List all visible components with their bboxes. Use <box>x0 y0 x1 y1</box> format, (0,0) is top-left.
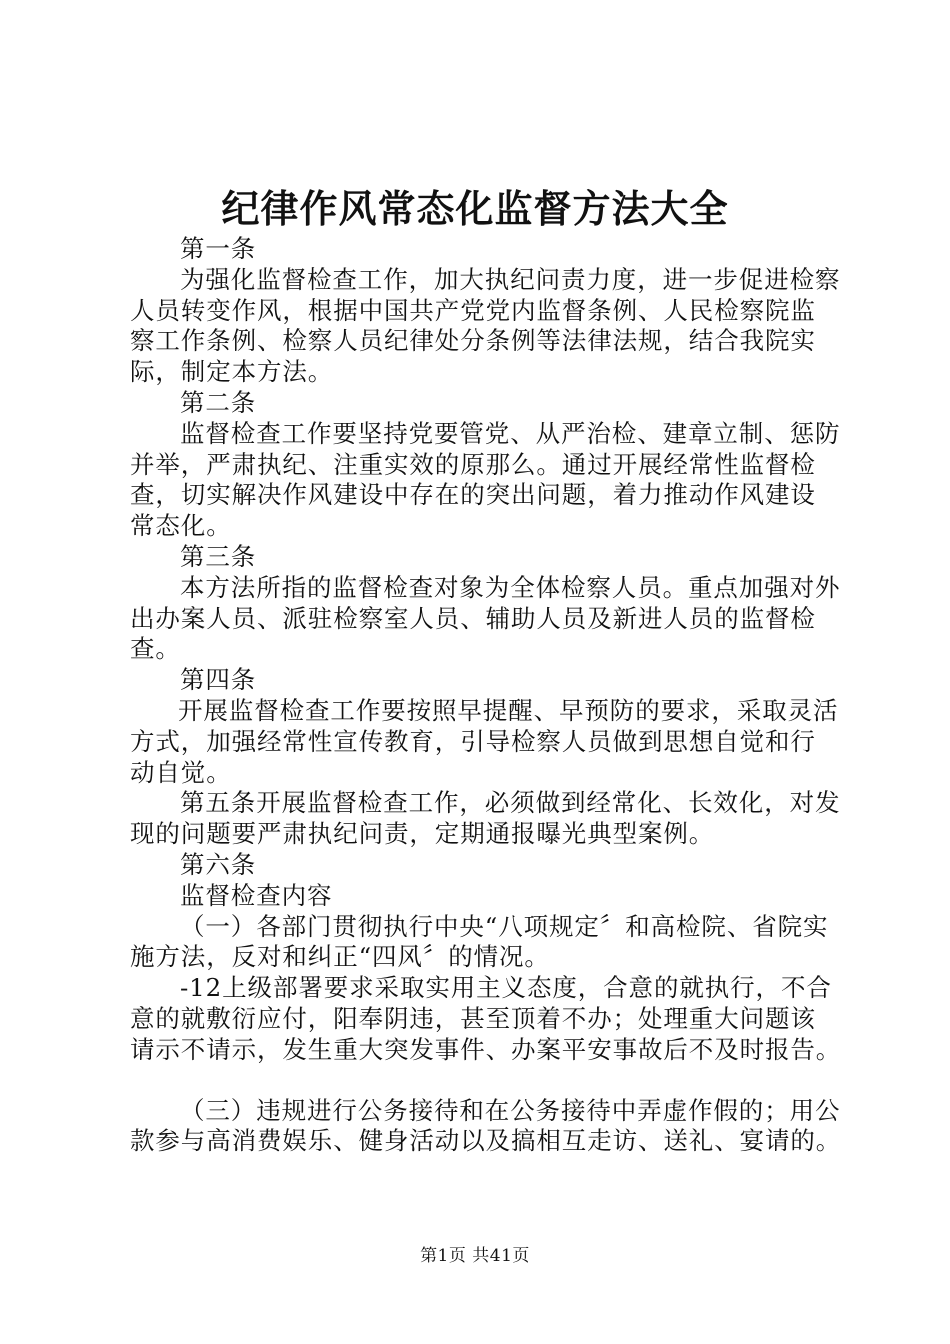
paragraph-line: -12上级部署要求采取实用主义态度，合意的就执行，不合 <box>180 973 832 1003</box>
article-heading: 第二条 <box>180 387 257 417</box>
article-heading: 第一条 <box>180 234 257 263</box>
paragraph-line: （一）各部门贯彻执行中央“八项规定〞和高检院、省院实 <box>180 911 829 941</box>
paragraph-line: 动自觉。 <box>130 757 232 787</box>
paragraph-line: 第五条开展监督检查工作，必须做到经常化、长效化，对发 <box>180 788 841 818</box>
paragraph-line: 方式，加强经常性宣传教育，引导检察人员做到思想自觉和行 <box>130 726 816 756</box>
paragraph-line: 察工作条例、检察人员纪律处分条例等法律法规，结合我院实 <box>130 326 816 356</box>
paragraph-gap <box>130 1066 835 1096</box>
paragraph-line: 查。 <box>130 634 181 664</box>
section-heading: 监督检查内容 <box>180 880 333 910</box>
paragraph-line: 出办案人员、派驻检察室人员、辅助人员及新进人员的监督检 <box>130 603 816 633</box>
paragraph-line: 并举，严肃执纪、注重实效的原那么。通过开展经常性监督检 <box>130 449 816 479</box>
paragraph-line: 开展监督检查工作要按照早提醒、早预防的要求，采取灵活 <box>178 695 839 725</box>
paragraph-line: 施方法，反对和纠正“四风〞的情况。 <box>130 942 550 972</box>
page-footer: 第1页 共41页 <box>420 1246 530 1266</box>
paragraph-line: 际，制定本方法。 <box>130 357 334 387</box>
paragraph-line: 常态化。 <box>130 511 232 541</box>
paragraph-line: 请示不请示，发生重大突发事件、办案平安事故后不及时报告。 <box>130 1034 842 1064</box>
article-heading: 第六条 <box>180 849 257 879</box>
paragraph-line: 查，切实解决作风建设中存在的突出问题，着力推动作风建设 <box>130 480 816 510</box>
article-heading: 第四条 <box>180 665 257 695</box>
document-body <box>130 234 842 1157</box>
paragraph-line: 监督检查工作要坚持党要管党、从严治检、建章立制、惩防 <box>180 418 841 448</box>
paragraph-line: 本方法所指的监督检查对象为全体检察人员。重点加强对外 <box>180 572 841 602</box>
paragraph-line: （三）违规进行公务接待和在公务接待中弄虚作假的；用公 <box>180 1095 841 1125</box>
paragraph-line: 人员转变作风，根据中国共产党党内监督条例、人民检察院监 <box>130 295 816 325</box>
paragraph-line: 现的问题要严肃执纪问责，定期通报曝光典型案例。 <box>130 819 715 849</box>
article-heading: 第三条 <box>180 541 257 571</box>
document-title: 纪律作风常态化监督方法大全 <box>221 186 729 231</box>
paragraph-line: 为强化监督检查工作，加大执纪问责力度，进一步促进检察 <box>180 264 841 294</box>
paragraph-line: 意的就敷衍应付，阳奉阴违，甚至顶着不办；处理重大问题该 <box>130 1003 816 1033</box>
paragraph-line: 款参与高消费娱乐、健身活动以及搞相互走访、送礼、宴请的。 <box>130 1126 842 1156</box>
